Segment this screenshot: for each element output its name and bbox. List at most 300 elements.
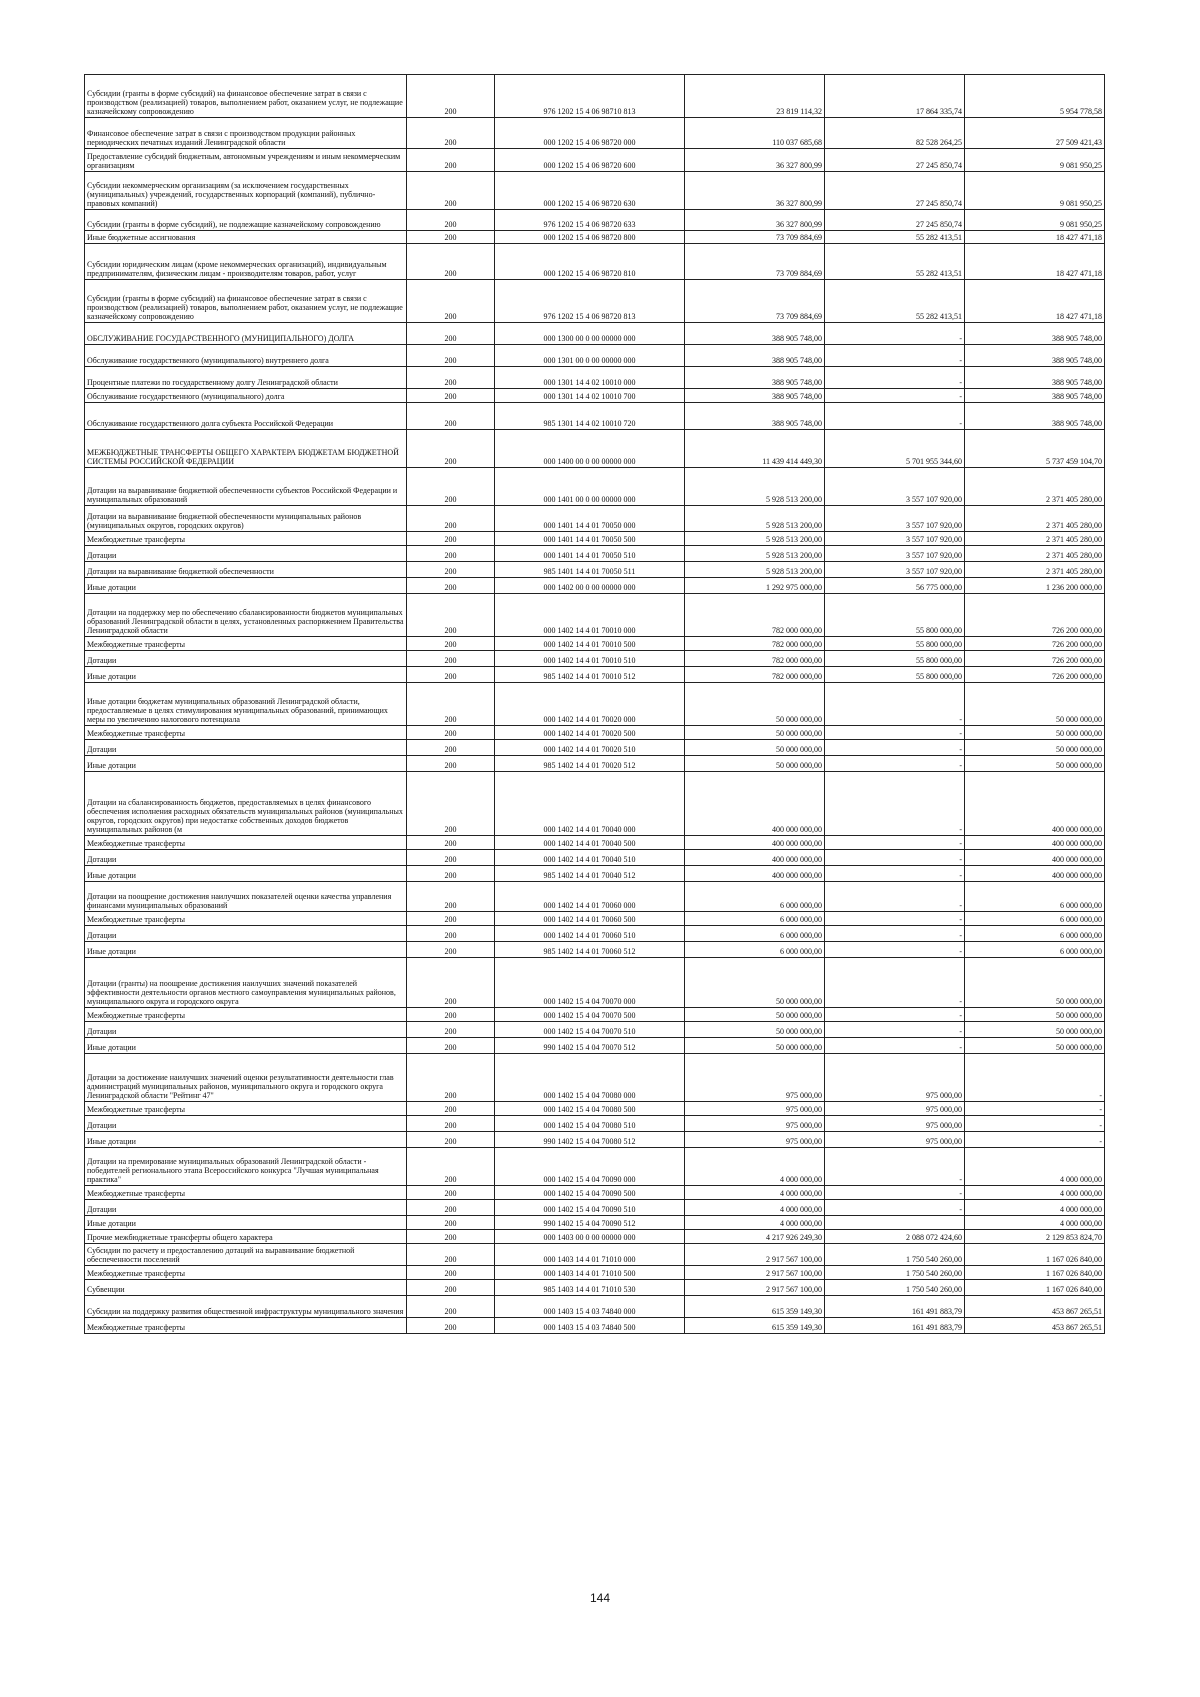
table-row — [85, 231, 1105, 244]
row-return-code-cell: 200 — [407, 1318, 495, 1334]
row-value-2-cell: 975 000,00 — [825, 1132, 965, 1148]
row-budget-code-cell: 990 1402 15 4 04 70090 512 — [495, 1216, 685, 1230]
row-name-cell: Дотации — [85, 1116, 407, 1132]
row-budget-code-cell: 000 1402 15 4 04 70090 000 — [495, 1148, 685, 1186]
table-row — [85, 1008, 1105, 1022]
row-budget-code-cell: 000 1402 15 4 04 70080 510 — [495, 1116, 685, 1132]
row-value-3-cell: 27 509 421,43 — [965, 118, 1105, 149]
row-return-code-cell: 200 — [407, 740, 495, 756]
row-value-3-cell: 9 081 950,25 — [965, 149, 1105, 172]
row-value-3-cell: 9 081 950,25 — [965, 210, 1105, 231]
row-value-1-cell: 400 000 000,00 — [685, 836, 825, 850]
row-value-1-cell: 782 000 000,00 — [685, 594, 825, 637]
row-return-code-cell: 200 — [407, 651, 495, 667]
row-return-code-cell: 200 — [407, 506, 495, 532]
table-row — [85, 367, 1105, 389]
row-name-cell: Иные бюджетные ассигнования — [85, 231, 407, 244]
table-row — [85, 726, 1105, 740]
row-value-3-cell: 2 371 405 280,00 — [965, 562, 1105, 578]
table-row — [85, 430, 1105, 468]
budget-table-body — [85, 75, 1105, 1334]
table-row — [85, 1022, 1105, 1038]
row-name-cell: Межбюджетные трансферты — [85, 1008, 407, 1022]
row-name-cell: Обслуживание государственного (муниципального) внутреннего долга — [85, 345, 407, 367]
row-value-2-cell: - — [825, 850, 965, 866]
row-budget-code-cell: 000 1401 00 0 00 00000 000 — [495, 468, 685, 506]
table-row — [85, 172, 1105, 210]
row-return-code-cell: 200 — [407, 1022, 495, 1038]
row-value-1-cell: 388 905 748,00 — [685, 389, 825, 403]
row-value-2-cell: 975 000,00 — [825, 1102, 965, 1116]
row-value-1-cell: 400 000 000,00 — [685, 866, 825, 882]
row-value-2-cell: - — [825, 882, 965, 912]
row-value-2-cell: 1 750 540 260,00 — [825, 1266, 965, 1280]
row-value-1-cell: 615 359 149,30 — [685, 1296, 825, 1318]
row-value-2-cell: - — [825, 926, 965, 942]
row-value-1-cell: 4 000 000,00 — [685, 1200, 825, 1216]
table-row — [85, 1200, 1105, 1216]
table-row — [85, 836, 1105, 850]
row-value-1-cell: 110 037 685,68 — [685, 118, 825, 149]
row-name-cell: Межбюджетные трансферты — [85, 836, 407, 850]
row-return-code-cell: 200 — [407, 75, 495, 118]
row-value-3-cell: 5 954 778,58 — [965, 75, 1105, 118]
table-row — [85, 740, 1105, 756]
row-budget-code-cell: 000 1403 15 4 03 74840 000 — [495, 1296, 685, 1318]
row-value-1-cell: 388 905 748,00 — [685, 323, 825, 345]
table-row — [85, 683, 1105, 726]
row-value-1-cell: 23 819 114,32 — [685, 75, 825, 118]
row-budget-code-cell: 000 1402 14 4 01 70060 510 — [495, 926, 685, 942]
row-value-3-cell: 6 000 000,00 — [965, 912, 1105, 926]
row-value-1-cell: 5 928 513 200,00 — [685, 532, 825, 546]
row-value-2-cell — [825, 1216, 965, 1230]
table-row — [85, 850, 1105, 866]
row-value-3-cell: 4 000 000,00 — [965, 1148, 1105, 1186]
row-value-2-cell: - — [825, 866, 965, 882]
row-value-3-cell: 2 371 405 280,00 — [965, 532, 1105, 546]
row-value-1-cell: 6 000 000,00 — [685, 942, 825, 958]
table-row — [85, 667, 1105, 683]
row-value-1-cell: 5 928 513 200,00 — [685, 546, 825, 562]
row-name-cell: Иные дотации — [85, 942, 407, 958]
row-value-2-cell: 3 557 107 920,00 — [825, 506, 965, 532]
row-value-3-cell: 2 371 405 280,00 — [965, 546, 1105, 562]
row-value-1-cell: 4 000 000,00 — [685, 1186, 825, 1200]
row-budget-code-cell: 000 1402 14 4 01 70020 000 — [495, 683, 685, 726]
row-value-1-cell: 73 709 884,69 — [685, 280, 825, 323]
row-return-code-cell: 200 — [407, 345, 495, 367]
row-return-code-cell: 200 — [407, 1186, 495, 1200]
row-value-2-cell: 1 750 540 260,00 — [825, 1244, 965, 1266]
row-budget-code-cell: 985 1402 14 4 01 70040 512 — [495, 866, 685, 882]
row-budget-code-cell: 985 1301 14 4 02 10010 720 — [495, 403, 685, 430]
row-return-code-cell: 200 — [407, 1280, 495, 1296]
row-budget-code-cell: 000 1202 15 4 06 98720 600 — [495, 149, 685, 172]
table-row — [85, 637, 1105, 651]
row-value-3-cell: 2 129 853 824,70 — [965, 1230, 1105, 1244]
row-return-code-cell: 200 — [407, 1008, 495, 1022]
row-name-cell: Дотации — [85, 546, 407, 562]
row-value-3-cell: 50 000 000,00 — [965, 740, 1105, 756]
table-row — [85, 1266, 1105, 1280]
row-value-3-cell: 388 905 748,00 — [965, 403, 1105, 430]
table-row — [85, 958, 1105, 1008]
row-value-3-cell: 453 867 265,51 — [965, 1296, 1105, 1318]
row-name-cell: Дотации — [85, 926, 407, 942]
row-return-code-cell: 200 — [407, 562, 495, 578]
row-value-3-cell: 18 427 471,18 — [965, 231, 1105, 244]
row-name-cell: Финансовое обеспечение затрат в связи с производством продукции районных периодических печатных изданий Ленинградской области — [85, 118, 407, 149]
row-return-code-cell: 200 — [407, 389, 495, 403]
row-value-2-cell: 161 491 883,79 — [825, 1296, 965, 1318]
row-value-2-cell: - — [825, 772, 965, 836]
row-return-code-cell: 200 — [407, 1038, 495, 1054]
row-return-code-cell: 200 — [407, 1102, 495, 1116]
row-return-code-cell: 200 — [407, 772, 495, 836]
table-row — [85, 772, 1105, 836]
row-value-1-cell: 1 292 975 000,00 — [685, 578, 825, 594]
table-row — [85, 1216, 1105, 1230]
row-value-1-cell: 5 928 513 200,00 — [685, 506, 825, 532]
row-value-1-cell: 975 000,00 — [685, 1116, 825, 1132]
row-return-code-cell: 200 — [407, 1266, 495, 1280]
table-row — [85, 244, 1105, 280]
row-name-cell: Межбюджетные трансферты — [85, 1266, 407, 1280]
row-budget-code-cell: 000 1402 15 4 04 70090 510 — [495, 1200, 685, 1216]
row-value-1-cell: 782 000 000,00 — [685, 651, 825, 667]
row-value-1-cell: 50 000 000,00 — [685, 1038, 825, 1054]
row-return-code-cell: 200 — [407, 667, 495, 683]
row-value-3-cell: 2 371 405 280,00 — [965, 506, 1105, 532]
row-value-1-cell: 6 000 000,00 — [685, 912, 825, 926]
row-budget-code-cell: 000 1402 14 4 01 70010 500 — [495, 637, 685, 651]
row-budget-code-cell: 000 1403 00 0 00 00000 000 — [495, 1230, 685, 1244]
row-return-code-cell: 200 — [407, 403, 495, 430]
row-value-1-cell: 782 000 000,00 — [685, 637, 825, 651]
row-name-cell: ОБСЛУЖИВАНИЕ ГОСУДАРСТВЕННОГО (МУНИЦИПАЛЬНОГО) ДОЛГА — [85, 323, 407, 345]
row-value-3-cell: 9 081 950,25 — [965, 172, 1105, 210]
row-budget-code-cell: 985 1401 14 4 01 70050 511 — [495, 562, 685, 578]
row-budget-code-cell: 000 1400 00 0 00 00000 000 — [495, 430, 685, 468]
row-value-2-cell: 55 800 000,00 — [825, 594, 965, 637]
row-name-cell: МЕЖБЮДЖЕТНЫЕ ТРАНСФЕРТЫ ОБЩЕГО ХАРАКТЕРА БЮДЖЕТАМ БЮДЖЕТНОЙ СИСТЕМЫ РОССИЙСКОЙ ФЕДЕРАЦИИ — [85, 430, 407, 468]
row-return-code-cell: 200 — [407, 367, 495, 389]
row-value-1-cell: 50 000 000,00 — [685, 683, 825, 726]
row-value-2-cell: - — [825, 345, 965, 367]
row-value-3-cell: 6 000 000,00 — [965, 882, 1105, 912]
row-value-1-cell: 50 000 000,00 — [685, 726, 825, 740]
row-return-code-cell: 200 — [407, 683, 495, 726]
row-name-cell: Иные дотации — [85, 756, 407, 772]
row-return-code-cell: 200 — [407, 850, 495, 866]
row-budget-code-cell: 000 1301 00 0 00 00000 000 — [495, 345, 685, 367]
row-name-cell: Дотации — [85, 651, 407, 667]
row-budget-code-cell: 000 1402 15 4 04 70070 510 — [495, 1022, 685, 1038]
row-value-2-cell: 17 864 335,74 — [825, 75, 965, 118]
row-value-1-cell: 11 439 414 449,30 — [685, 430, 825, 468]
budget-table — [84, 74, 1105, 1334]
row-name-cell: Дотации на сбалансированность бюджетов, предоставляемых в целях финансового обеспечения исполнения расходных обязательств муниципальных районов (муниципальных округов, городских округов) при недостатке собственных доходов бюджетов муниципальных районов (м — [85, 772, 407, 836]
row-value-3-cell: 1 167 026 840,00 — [965, 1266, 1105, 1280]
row-value-2-cell: - — [825, 683, 965, 726]
table-row — [85, 1116, 1105, 1132]
row-value-2-cell: 55 282 413,51 — [825, 231, 965, 244]
table-row — [85, 1102, 1105, 1116]
row-value-1-cell: 73 709 884,69 — [685, 231, 825, 244]
row-value-3-cell: 50 000 000,00 — [965, 756, 1105, 772]
row-name-cell: Субсидии по расчету и предоставлению дотаций на выравнивание бюджетной обеспеченности поселений — [85, 1244, 407, 1266]
row-value-3-cell: 5 737 459 104,70 — [965, 430, 1105, 468]
row-return-code-cell: 200 — [407, 244, 495, 280]
row-value-2-cell: 55 800 000,00 — [825, 651, 965, 667]
table-row — [85, 1186, 1105, 1200]
row-value-2-cell: - — [825, 1008, 965, 1022]
row-name-cell: Иные дотации — [85, 667, 407, 683]
row-name-cell: Субвенции — [85, 1280, 407, 1296]
row-value-3-cell: 50 000 000,00 — [965, 1038, 1105, 1054]
row-value-2-cell: 55 282 413,51 — [825, 280, 965, 323]
row-value-2-cell: 27 245 850,74 — [825, 149, 965, 172]
row-budget-code-cell: 990 1402 15 4 04 70080 512 — [495, 1132, 685, 1148]
row-value-3-cell: 4 000 000,00 — [965, 1186, 1105, 1200]
table-row — [85, 280, 1105, 323]
row-value-2-cell: - — [825, 726, 965, 740]
row-value-2-cell: 975 000,00 — [825, 1116, 965, 1132]
row-value-1-cell: 4 217 926 249,30 — [685, 1230, 825, 1244]
row-value-1-cell: 400 000 000,00 — [685, 850, 825, 866]
row-budget-code-cell: 000 1402 15 4 04 70070 500 — [495, 1008, 685, 1022]
row-value-1-cell: 4 000 000,00 — [685, 1148, 825, 1186]
row-value-2-cell: 55 800 000,00 — [825, 637, 965, 651]
row-value-2-cell: - — [825, 1022, 965, 1038]
row-value-1-cell: 975 000,00 — [685, 1132, 825, 1148]
row-name-cell: Межбюджетные трансферты — [85, 912, 407, 926]
row-value-3-cell: 388 905 748,00 — [965, 345, 1105, 367]
row-name-cell: Субсидии некоммерческим организациям (за исключением государственных (муниципальных) учреждений, государственных корпораций (компаний), публично-правовых компаний) — [85, 172, 407, 210]
budget-table-sheet — [84, 74, 1104, 1334]
row-value-1-cell: 975 000,00 — [685, 1054, 825, 1102]
table-row — [85, 1038, 1105, 1054]
table-row — [85, 1244, 1105, 1266]
row-return-code-cell: 200 — [407, 1148, 495, 1186]
row-return-code-cell: 200 — [407, 118, 495, 149]
table-row — [85, 532, 1105, 546]
table-row — [85, 578, 1105, 594]
table-row — [85, 1296, 1105, 1318]
row-value-3-cell: 400 000 000,00 — [965, 772, 1105, 836]
row-name-cell: Иные дотации бюджетам муниципальных образований Ленинградской области, предоставляемые в целях стимулирования муниципальных образований, принимающих меры по увеличению налогового потенциала — [85, 683, 407, 726]
row-value-1-cell: 2 917 567 100,00 — [685, 1244, 825, 1266]
row-return-code-cell: 200 — [407, 546, 495, 562]
row-value-2-cell: - — [825, 740, 965, 756]
row-value-3-cell: 726 200 000,00 — [965, 594, 1105, 637]
row-value-3-cell: - — [965, 1132, 1105, 1148]
row-name-cell: Обслуживание государственного (муниципального) долга — [85, 389, 407, 403]
row-value-3-cell: 6 000 000,00 — [965, 926, 1105, 942]
row-return-code-cell: 200 — [407, 912, 495, 926]
table-row — [85, 403, 1105, 430]
row-return-code-cell: 200 — [407, 468, 495, 506]
row-value-2-cell: - — [825, 958, 965, 1008]
row-value-3-cell: 388 905 748,00 — [965, 367, 1105, 389]
row-budget-code-cell: 985 1403 14 4 01 71010 530 — [495, 1280, 685, 1296]
row-value-3-cell: 400 000 000,00 — [965, 866, 1105, 882]
row-value-2-cell: - — [825, 389, 965, 403]
row-name-cell: Дотации — [85, 740, 407, 756]
row-budget-code-cell: 000 1402 14 4 01 70020 510 — [495, 740, 685, 756]
row-value-1-cell: 615 359 149,30 — [685, 1318, 825, 1334]
row-budget-code-cell: 000 1401 14 4 01 70050 500 — [495, 532, 685, 546]
row-name-cell: Дотации на выравнивание бюджетной обеспеченности муниципальных районов (муниципальных округов, городских округов) — [85, 506, 407, 532]
row-budget-code-cell: 976 1202 15 4 06 98720 813 — [495, 280, 685, 323]
row-name-cell: Межбюджетные трансферты — [85, 726, 407, 740]
table-row — [85, 389, 1105, 403]
row-value-3-cell: 726 200 000,00 — [965, 651, 1105, 667]
row-budget-code-cell: 990 1402 15 4 04 70070 512 — [495, 1038, 685, 1054]
row-value-1-cell: 388 905 748,00 — [685, 403, 825, 430]
row-name-cell: Субсидии (гранты в форме субсидий), не подлежащие казначейскому сопровождению — [85, 210, 407, 231]
row-value-3-cell: - — [965, 1054, 1105, 1102]
table-row — [85, 882, 1105, 912]
row-value-2-cell: - — [825, 912, 965, 926]
table-row — [85, 594, 1105, 637]
row-value-3-cell: 1 167 026 840,00 — [965, 1244, 1105, 1266]
row-value-1-cell: 5 928 513 200,00 — [685, 562, 825, 578]
row-value-1-cell: 50 000 000,00 — [685, 1022, 825, 1038]
row-value-2-cell: - — [825, 1186, 965, 1200]
row-budget-code-cell: 000 1402 14 4 01 70040 000 — [495, 772, 685, 836]
row-name-cell: Межбюджетные трансферты — [85, 1186, 407, 1200]
row-value-1-cell: 6 000 000,00 — [685, 882, 825, 912]
row-value-3-cell: 726 200 000,00 — [965, 667, 1105, 683]
row-name-cell: Иные дотации — [85, 866, 407, 882]
table-row — [85, 323, 1105, 345]
row-value-1-cell: 6 000 000,00 — [685, 926, 825, 942]
row-value-3-cell: 4 000 000,00 — [965, 1216, 1105, 1230]
page-number: 144 — [589, 1591, 611, 1605]
row-value-2-cell: - — [825, 942, 965, 958]
row-budget-code-cell: 985 1402 14 4 01 70020 512 — [495, 756, 685, 772]
row-value-1-cell: 36 327 800,99 — [685, 149, 825, 172]
row-budget-code-cell: 985 1402 14 4 01 70010 512 — [495, 667, 685, 683]
row-return-code-cell: 200 — [407, 942, 495, 958]
row-value-1-cell: 50 000 000,00 — [685, 740, 825, 756]
row-name-cell: Субсидии на поддержку развития общественной инфраструктуры муниципального значения — [85, 1296, 407, 1318]
row-name-cell: Субсидии (гранты в форме субсидий) на финансовое обеспечение затрат в связи с производством (реализацией) товаров, выполнением работ, оказанием услуг, не подлежащие казначейскому сопровождению — [85, 75, 407, 118]
row-name-cell: Иные дотации — [85, 1132, 407, 1148]
row-value-1-cell: 782 000 000,00 — [685, 667, 825, 683]
row-name-cell: Иные дотации — [85, 578, 407, 594]
row-budget-code-cell: 000 1403 14 4 01 71010 000 — [495, 1244, 685, 1266]
row-value-2-cell: 975 000,00 — [825, 1054, 965, 1102]
row-budget-code-cell: 000 1403 14 4 01 71010 500 — [495, 1266, 685, 1280]
row-name-cell: Межбюджетные трансферты — [85, 1102, 407, 1116]
row-name-cell: Дотации (гранты) на поощрение достижения наилучших значений показателей эффективности деятельности органов местного самоуправления муниципальных районов, муниципального округа и городского округа — [85, 958, 407, 1008]
row-budget-code-cell: 985 1402 14 4 01 70060 512 — [495, 942, 685, 958]
row-value-1-cell: 73 709 884,69 — [685, 244, 825, 280]
row-return-code-cell: 200 — [407, 594, 495, 637]
row-budget-code-cell: 000 1202 15 4 06 98720 810 — [495, 244, 685, 280]
row-value-1-cell: 2 917 567 100,00 — [685, 1280, 825, 1296]
row-value-3-cell: 18 427 471,18 — [965, 244, 1105, 280]
table-row — [85, 1280, 1105, 1296]
table-row — [85, 345, 1105, 367]
table-row — [85, 1230, 1105, 1244]
row-return-code-cell: 200 — [407, 1296, 495, 1318]
row-return-code-cell: 200 — [407, 1200, 495, 1216]
row-name-cell: Иные дотации — [85, 1038, 407, 1054]
row-name-cell: Процентные платежи по государственному долгу Ленинградской области — [85, 367, 407, 389]
row-name-cell: Прочие межбюджетные трансферты общего характера — [85, 1230, 407, 1244]
row-return-code-cell: 200 — [407, 1216, 495, 1230]
row-return-code-cell: 200 — [407, 280, 495, 323]
row-budget-code-cell: 000 1402 00 0 00 00000 000 — [495, 578, 685, 594]
row-value-3-cell: 453 867 265,51 — [965, 1318, 1105, 1334]
row-value-2-cell: 2 088 072 424,60 — [825, 1230, 965, 1244]
row-value-3-cell: 388 905 748,00 — [965, 389, 1105, 403]
row-return-code-cell: 200 — [407, 231, 495, 244]
row-return-code-cell: 200 — [407, 1230, 495, 1244]
row-name-cell: Межбюджетные трансферты — [85, 532, 407, 546]
row-name-cell: Межбюджетные трансферты — [85, 637, 407, 651]
row-value-3-cell: 50 000 000,00 — [965, 958, 1105, 1008]
row-value-2-cell: 3 557 107 920,00 — [825, 546, 965, 562]
table-row — [85, 546, 1105, 562]
row-value-2-cell: 1 750 540 260,00 — [825, 1280, 965, 1296]
row-budget-code-cell: 000 1402 14 4 01 70010 000 — [495, 594, 685, 637]
row-value-3-cell: 50 000 000,00 — [965, 683, 1105, 726]
row-return-code-cell: 200 — [407, 866, 495, 882]
row-value-2-cell: - — [825, 403, 965, 430]
table-row — [85, 210, 1105, 231]
row-return-code-cell: 200 — [407, 836, 495, 850]
row-budget-code-cell: 000 1402 15 4 04 70080 000 — [495, 1054, 685, 1102]
table-row — [85, 1318, 1105, 1334]
row-value-2-cell: - — [825, 756, 965, 772]
row-name-cell: Дотации на поддержку мер по обеспечению сбалансированности бюджетов муниципальных образований Ленинградской области в целях, установленных распоряжением Правительства Ленинградской области — [85, 594, 407, 637]
row-value-3-cell: - — [965, 1116, 1105, 1132]
row-name-cell: Межбюджетные трансферты — [85, 1318, 407, 1334]
row-value-3-cell: 400 000 000,00 — [965, 836, 1105, 850]
table-row — [85, 1132, 1105, 1148]
row-budget-code-cell: 000 1403 15 4 03 74840 500 — [495, 1318, 685, 1334]
row-value-2-cell: - — [825, 1038, 965, 1054]
row-value-2-cell: 5 701 955 344,60 — [825, 430, 965, 468]
row-budget-code-cell: 976 1202 15 4 06 98720 633 — [495, 210, 685, 231]
row-budget-code-cell: 000 1202 15 4 06 98720 000 — [495, 118, 685, 149]
row-return-code-cell: 200 — [407, 532, 495, 546]
row-name-cell: Дотации на поощрение достижения наилучших показателей оценки качества управления финансами муниципальных образований — [85, 882, 407, 912]
table-row — [85, 468, 1105, 506]
row-value-2-cell: 27 245 850,74 — [825, 172, 965, 210]
table-row — [85, 75, 1105, 118]
row-return-code-cell: 200 — [407, 726, 495, 740]
row-budget-code-cell: 000 1402 15 4 04 70090 500 — [495, 1186, 685, 1200]
table-row — [85, 562, 1105, 578]
table-row — [85, 1148, 1105, 1186]
row-value-3-cell: 6 000 000,00 — [965, 942, 1105, 958]
row-budget-code-cell: 000 1300 00 0 00 00000 000 — [495, 323, 685, 345]
row-budget-code-cell: 000 1202 15 4 06 98720 630 — [495, 172, 685, 210]
row-name-cell: Дотации на выравнивание бюджетной обеспеченности — [85, 562, 407, 578]
row-value-2-cell: - — [825, 367, 965, 389]
row-name-cell: Предоставление субсидий бюджетным, автономным учреждениям и иным некоммерческим организациям — [85, 149, 407, 172]
row-return-code-cell: 200 — [407, 756, 495, 772]
table-row — [85, 118, 1105, 149]
row-value-1-cell: 5 928 513 200,00 — [685, 468, 825, 506]
row-value-2-cell: 82 528 264,25 — [825, 118, 965, 149]
